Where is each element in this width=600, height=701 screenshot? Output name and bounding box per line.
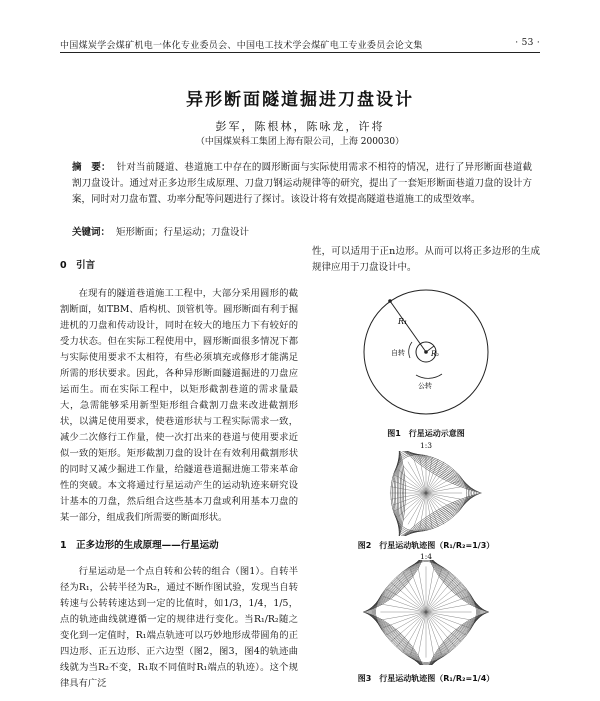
authors: 彭军，陈根林，陈咏龙，许将: [215, 120, 385, 133]
figure-2-trajectory-triangle: [312, 451, 540, 536]
figure-1-planetary-motion: [312, 282, 540, 422]
label-self-rotation: 自转: [391, 349, 405, 357]
figure-2-caption: 图2 行星运动轨迹图（R₁/R₂=1/3）: [357, 541, 495, 550]
abstract-text: 针对当前隧道、巷道施工中存在的圆形断面与实际使用需求不相符的情况，进行了异形断面巷道截割刀盘设计。通过对正多边形生成原理、刀盘刀钢运动规律等的研究，提出了一套矩形断面巷道刀盘的设计方案，同时对刀盘布置、功率分配等问题进行了探讨。该设计将有效提高隧道巷道施工的成型效率。: [72, 162, 532, 205]
figure-3-trajectory-square: [312, 560, 540, 665]
label-r1: R₁: [398, 317, 408, 326]
radius-line: [390, 301, 426, 352]
figure-1-caption: 图1 行星运动示意图: [387, 429, 465, 438]
left-column: [60, 258, 298, 692]
figure-3-ratio: 1:4: [419, 552, 433, 561]
self-rotation-arrow: [409, 342, 412, 358]
abstract: [72, 160, 532, 208]
endpoint: [388, 299, 392, 303]
trajectory-curve: [399, 451, 478, 536]
label-orbit: 公转: [418, 382, 432, 390]
orbit-arrow: [416, 374, 442, 378]
affiliation: （中国煤炭科工集团上海有限公司，上海 200030）: [195, 137, 405, 147]
figure-3-caption: 图3 行星运动轨迹图（R₁/R₂=1/4）: [357, 674, 495, 683]
keywords-text: 矩形断面；行星运动；刀盘设计: [116, 227, 250, 238]
abstract-label: 摘 要：: [72, 162, 111, 173]
journal-name: 中国煤炭学会煤矿机电一体化专业委员会、中国电工技术学会煤矿电工专业委员会论文集: [60, 41, 423, 51]
trajectory-curve: [398, 451, 481, 536]
section1-paragraph: 行星运动是一个点自转和公转的组合（图1）。自转半径为R₁，公转半径为R₂，通过不断作图试验，发现当自转转速与公转转速达到一定的比值时，如1/3，1/4，1/5，点的轨迹曲线就遵循一定的规律进行变化。当R₁/R₂随之变化到一定值时，R₁端点轨迹可以巧妙地形成带圆角的正四边形、正五边形、正六边型（图2，图3，图4的轨迹曲线就为当R₂不变，R₁取不同值时R₁端点的轨迹）。这个规律具有广泛: [60, 566, 298, 689]
section1-heading: 1 正多边形的生成原理——行星运动: [60, 540, 219, 551]
intro-heading: 0 引言: [60, 260, 96, 271]
page-number: · 53 ·: [515, 38, 540, 48]
running-header: [60, 38, 540, 51]
figure-2-ratio: 1:3: [419, 441, 433, 450]
label-r2: R₂: [431, 350, 440, 358]
right-column-text: 性，可以适用于正n边形。从而可以将正多边形的生成规律应用于刀盘设计中。: [312, 246, 540, 273]
keywords: [72, 224, 532, 238]
header-rule: [60, 52, 540, 53]
paper-title: 异形断面隧道掘进刀盘设计: [186, 90, 414, 110]
keywords-label: 关键词：: [72, 227, 111, 238]
intro-paragraph: 在现有的隧道巷道施工工程中，大部分采用圆形的截割断面，如TBM、盾构机、顶管机等。圆形断面有利于掘进机的刀盘和传动设计，同时在较大的地压力下有较好的受力状态。但在实际工程使用中，圆形断面很多情况下都与实际使用要求不太相符，有些必须填充或修形才能满足所需的形状要求。因此，各种异形断面隧道掘进的刀盘应运而生。而在实际工程中，以矩形截割巷道的需求量最大，急需能够采用新型矩形组合截割刀盘来改进截割形状，以满足使用要求，使巷道形状与工程实际需求一致，减少二次修行工作量，使一次打出来的巷道与使用要求近似一致的矩形。矩形截割刀盘的设计在有效利用截割形状的同时又减少掘进工作量，给隧道巷道掘进施工带来革命性的突破。本文将通过行星运动产生的运动轨迹来研究设计基本的刀盘，然后组合这些基本刀盘或利用基本刀盘的某一部分，组成我们所需要的断面形状。: [60, 288, 298, 523]
